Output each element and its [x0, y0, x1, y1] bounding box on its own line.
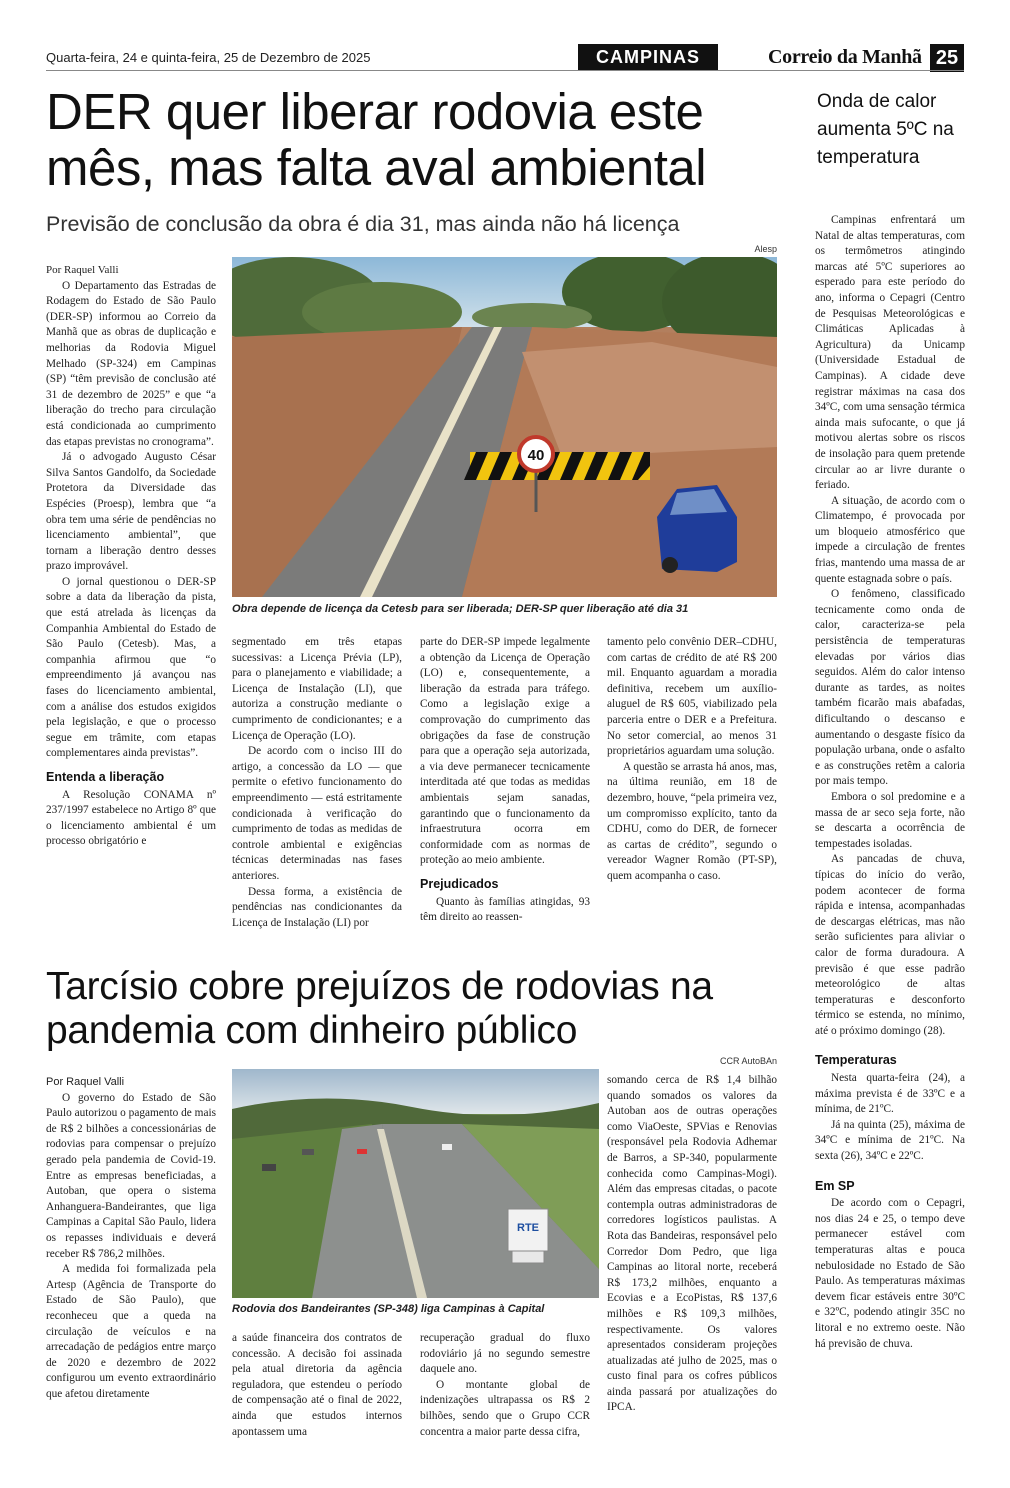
- svg-text:40: 40: [527, 447, 545, 464]
- rte-truck: [508, 1209, 548, 1263]
- article2-photo-caption: Rodovia dos Bandeirantes (SP-348) liga Campinas à Capital: [232, 1303, 545, 1315]
- paragraph: De acordo com o inciso III do artigo, a concessão da LO — que permite o efetivo funcionamento do empreendimento — está estritamente condicionada à verificação do cumprimento de todas as medidas de controle ambiental e exigências técnicas determinadas nas fases anteriores.: [232, 745, 402, 882]
- paragraph: parte do DER-SP impede legalmente a obtenção da Licença de Operação (LO) e, consequentemente, a liberação da estrada para tráfego. Como a legislação exige a comprovação do cumprimento das obrigações da fase de construção para que a operação seja autorizada, a via deve permanecer tecnicamente interditada até que todas as medidas ambientais sejam sanadas, garantindo que o funcionamento da infraestrutura ocorra em conformidade com as normas de proteção ao meio ambiente.: [420, 636, 590, 867]
- article2-column-4: [607, 1073, 777, 1416]
- paragraph: Embora o sol predomine e a massa de ar seco seja forte, não se descarta a ocorrência de tempestades isoladas.: [815, 790, 965, 850]
- barrier-stripes: [464, 452, 650, 480]
- paragraph: De acordo com o Cepagri, nos dias 24 e 25, o tempo deve permanecer estável com temperaturas altas e pouca nebulosidade no Estado de São Paulo. As temperaturas máximas devem ficar estáveis entre 30ºC e 32ºC, podendo atingir 35C no litoral e no extremo oeste. Não há previsão de chuva.: [815, 1197, 965, 1350]
- paragraph: O Departamento das Estradas de Rodagem do Estado de São Paulo (DER-SP) informou ao Correio da Manhã que as obras de duplicação e melhorias da Rodovia Miguel Melhado (SP-324) em Campinas (SP) “têm previsão de conclusão até 31 de dezembro de 2025” e que “a liberação do trecho para circulação está condicionada ao cumprimento das etapas previstas no cronograma”.: [46, 279, 216, 448]
- article2-column-3: [420, 1331, 590, 1440]
- paragraph: Dessa forma, a existência de pendências nas condicionantes da Licença de Instalação (LI) por: [232, 885, 402, 929]
- subheading: Entenda a liberação: [46, 770, 165, 784]
- paragraph: segmentado em três etapas sucessivas: a Licença Prévia (LP), para o planejamento e viabilidade; a Licença de Instalação (LI), que autoriza a construção mediante o cumprimento de condicionantes; e a Licença de Operação (LO).: [232, 636, 402, 742]
- section-label: CAMPINAS: [578, 44, 718, 70]
- page-number: 25: [930, 44, 964, 72]
- edition-date: Quarta-feira, 24 e quinta-feira, 25 de Dezembro de 2025: [46, 50, 371, 65]
- article2-byline: Por Raquel Valli: [46, 1076, 125, 1088]
- article1-photo-credit: Alesp: [754, 244, 777, 254]
- article1-headline: DER quer liberar rodovia este mês, mas falta aval ambiental: [46, 83, 707, 196]
- paragraph: Nesta quarta-feira (24), a máxima prevista é de 33ºC e a mínima, de 21ºC.: [815, 1072, 965, 1116]
- subheading: Em SP: [815, 1178, 855, 1193]
- article1-photo-caption: Obra depende de licença da Cetesb para ser liberada; DER-SP quer liberação até dia 31: [232, 603, 689, 615]
- article1-photo-road-works: [232, 257, 777, 597]
- paragraph: Quanto às famílias atingidas, 93 têm direito ao reassen-: [420, 895, 590, 924]
- article1-column-4: [607, 635, 777, 885]
- paragraph: As pancadas de chuva, típicas do início do verão, podem acontecer de forma rápida e intensa, acompanhadas de descargas elétricas, mas não serão suficientes para aliviar o calor de forma duradoura. A previsão é que esse padrão meteorológico de altas temperaturas e desconforto térmico se estenda, no mínimo, até o próximo domingo (28).: [815, 853, 965, 1037]
- paragraph: O montante global de indenizações ultrapassa os R$ 2 bilhões, sendo que o Grupo CCR concentra a maior parte dessa cifra,: [420, 1378, 590, 1438]
- article2-column-2: [232, 1331, 402, 1440]
- paragraph: O governo do Estado de São Paulo autorizou o pagamento de mais de R$ 2 bilhões a concessionárias de rodovias para compensar o prejuízo gerado pela pandemia de Covid-19. Entre as empresas beneficiadas, a Autoban, que opera o sistema Anhanguera-Bandeirantes, que liga Campinas a Capital São Paulo, lidera os repasses individuais e deverá receber R$ 786,2 milhões.: [46, 1091, 216, 1260]
- article2-photo-credit: CCR AutoBAn: [719, 1056, 777, 1066]
- article2-photo-highway: [232, 1069, 599, 1298]
- paragraph: O fenômeno, classificado tecnicamente como onda de calor, caracteriza-se pela persistência de temperaturas elevadas por vários dias seguidos. Além do calor intenso durante as tardes, as noites também ficarão mais abafadas, dificultando o descanso e aumentando o desgaste físico da população urbana, onde o asfalto e as construções retêm a caloria por mais tempo.: [815, 588, 965, 788]
- article2-headline: Tarcísio cobre prejuízos de rodovias na pandemia com dinheiro público: [46, 965, 713, 1052]
- road-works-illustration: [232, 257, 777, 597]
- header-rule: [46, 70, 964, 71]
- paragraph: recuperação gradual do fluxo rodoviário já no segundo semestre daquele ano.: [420, 1332, 590, 1376]
- article1-column-1: [46, 263, 216, 850]
- paragraph: Já o advogado Augusto César Silva Santos Gandolfo, da Sociedade Protetora da Diversidade das Espécies (Proesp), lembra que “a obra tem uma série de pendências no licenciamento ambiental”, que tornam a liberação dentro desses prazo improvável.: [46, 451, 216, 573]
- article1-byline: Por Raquel Valli: [46, 264, 119, 276]
- svg-text:RTE: RTE: [517, 1222, 539, 1234]
- paragraph: tamento pelo convênio DER–CDHU, com cartas de crédito de até R$ 200 mil. Enquanto aguardam a moradia definitiva, recebem um auxílio-aluguel de R$ 605, viabilizado pela parceria entre o DER e a Prefeitura. No setor comercial, ao menos 31 proprietários aguardam uma solução.: [607, 636, 777, 758]
- newspaper-name: Correio da Manhã: [768, 46, 922, 68]
- paragraph: O jornal questionou o DER-SP sobre a data da liberação da pista, que está atrelada às licenças da Companhia Ambiental do Estado de São Paulo (Cetesb). Mas, a companhia afirmou que “o empreendimento já avançou nas fases do licenciamento ambiental, com a análise dos estudos exigidos pela legislação, e que o processo segue em trâmite, com etapas complementares ainda previstas”.: [46, 575, 216, 760]
- subheading: Prejudicados: [420, 876, 499, 891]
- paragraph: A situação, de acordo com o Climatempo, é provocada por um bloqueio atmosférico que impede a circulação de frentes frias, mantendo uma massa de ar quente estagnada sobre o país.: [815, 494, 965, 585]
- paragraph: somando cerca de R$ 1,4 bilhão quando somados os valores da Autoban aos de outras operações como ViaOeste, SPVias e Renovias (responsável pela Rodovia Adhemar de Barros, a SP-340, popularmente conhecida como Campinas-Mogi). Além das empresas citadas, o pacote contempla outras administradoras de corredores logísticos paulistas. A Rota das Bandeiras, responsável pelo Corredor Dom Pedro, que liga Campinas ao litoral norte, receberá R$ 173,2 milhões, enquanto a Ecovias e a EcoPistas, R$ 137,6 milhões e R$ 109,3 milhões, respectivamente. Os valores apresentados consideram projeções atualizadas até julho de 2025, mas o custo final para os cofres públicos ainda passará por atualizações do IPCA.: [607, 1074, 777, 1414]
- article1-column-2: [232, 635, 402, 931]
- sidebar-headline: Onda de calor aumenta 5ºC na temperatura: [817, 91, 954, 168]
- paragraph: Já na quinta (25), máxima de 34ºC e mínima de 21ºC. Na sexta (26), 34ºC e 22ºC.: [815, 1118, 965, 1163]
- subheading: Temperaturas: [815, 1053, 897, 1068]
- paragraph: A questão se arrasta há anos, mas, na última reunião, em 18 de dezembro, houve, “pela primeira vez, um compromisso explícito, tanto da CDHU, como do DER, de fornecer as cartas de crédito”, segundo o vereador Wagner Romão (PT-SP), quem acompanha o caso.: [607, 760, 777, 882]
- article2-column-1: [46, 1075, 216, 1402]
- paragraph: Campinas enfrentará um Natal de altas temperaturas, com os termômetros atingindo marcas até 5ºC superiores ao esperado para este período do ano, informa o Cepagri (Centro de Pesquisas Meteorológicas e Climáticas Aplicadas à Agricultura) da Unicamp (Universidade Estadual de Campinas). A cidade deve registrar máximas na casa dos 34ºC, com uma sensação térmica ainda mais sufocante, o que já motivou alertas sobre os riscos de insolação para quem pretende circular ao ar livre durante o feriado.: [815, 214, 965, 492]
- article1-subheadline: Previsão de conclusão da obra é dia 31, mas ainda não há licença: [46, 212, 680, 236]
- highway-illustration: [232, 1069, 599, 1298]
- sidebar-column: [815, 213, 965, 1352]
- paragraph: a saúde financeira dos contratos de concessão. A decisão foi assinada pela atual diretoria da agência reguladora, que estendeu o período de compensação até o final de 2022, ainda que estudos internos apontassem uma: [232, 1332, 402, 1438]
- article1-column-3: [420, 635, 590, 926]
- paragraph: A medida foi formalizada pela Artesp (Agência de Transporte do Estado de São Paulo), que reconheceu que a queda na circulação de veículos e na arrecadação de pedágios entre março de 2020 e dezembro de 2022 configurou um evento extraordinário que afetou diretamente: [46, 1263, 216, 1400]
- paragraph: A Resolução CONAMA nº 237/1997 estabelece no Artigo 8º que o licenciamento ambiental é um processo obrigatório e: [46, 788, 216, 848]
